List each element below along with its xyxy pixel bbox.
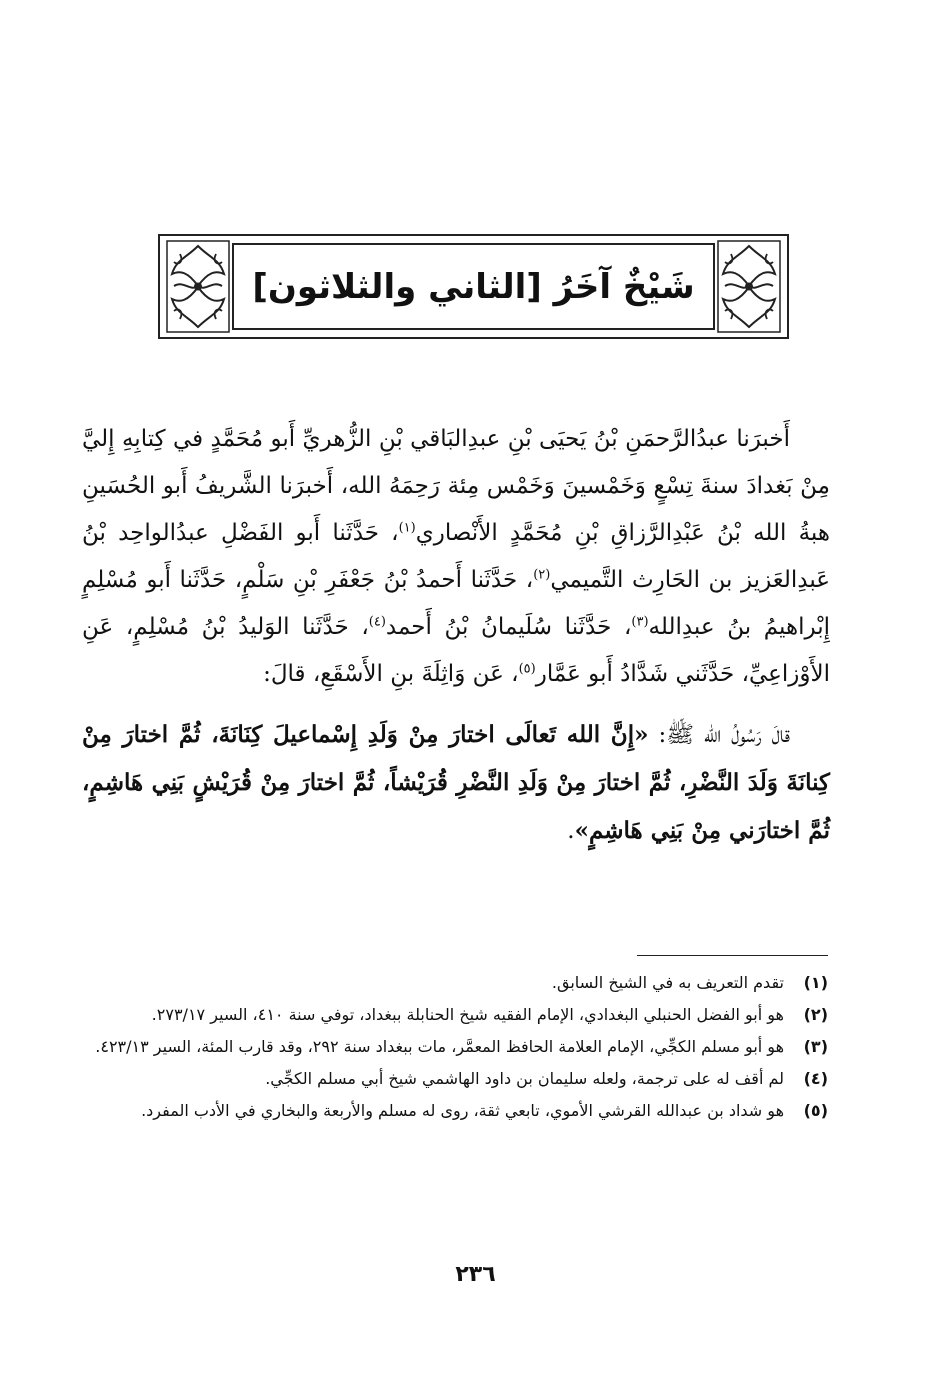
footnote-marker: (٤)	[368, 614, 386, 630]
footnote-number: (١)	[803, 973, 828, 992]
footnote-number: (٤)	[803, 1069, 828, 1088]
isnad-text: ، حَدَّثَنا أَحمدُ بْنُ جَعْفَرِ بْنِ سَلْمٍ، حَدَّثَنا أَبو مُسْلِمٍ إِبْراهيمُ بنُ عبدِالله	[82, 567, 830, 640]
footnote-number: (٥)	[803, 1101, 828, 1120]
footnote-marker: (٣)	[631, 614, 649, 630]
isnad-text: ، حَدَّثَنا أَبو الفَضْلِ عبدُالواحِد بْنُ عَبدِالعَزيز بن الحَارِث التَّميمي	[82, 520, 830, 593]
isnad-paragraph	[82, 416, 830, 698]
chapter-heading-frame	[158, 234, 789, 339]
isnad-text: ، حَدَّثَنا سُلَيمانُ بْنُ أَحمد	[385, 614, 632, 640]
main-text	[82, 416, 830, 855]
isnad-text: أَخبرَنا عبدُالرَّحمَنِ بْنُ يَحيَى بْنِ عبدِالبَاقي بْنِ الزُّهريِّ أَبو مُحَمَّدٍ في كِتابِهِ إِليَّ مِنْ بَغدادَ سنةَ تِسْعٍ وَخَمْسينَ وَخَمْس مِئة رَحِمَهُ الله، أَخبرَنا الشَّريفُ أَبو الحُسَينِ هبةُ الله بْنُ عَبْدِالرَّزاقِ بْنِ مُحَمَّدٍ الأَنْصاري	[82, 426, 830, 546]
hadith-end: .	[567, 818, 575, 844]
footnote-text: هو أبو الفضل الحنبلي البغدادي، الإمام الفقيه شيخ الحنابلة ببغداد، توفي سنة ٤١٠، السير ٢٧٣/١٧.	[151, 1005, 784, 1024]
footnote-text: تقدم التعريف به في الشيخ السابق.	[551, 973, 784, 992]
footnote-number: (٢)	[803, 1005, 828, 1024]
footnote	[90, 1000, 828, 1029]
footnote	[90, 968, 828, 997]
isnad-text: ، عَن وَاثِلَةَ بنِ الأَسْقَعِ، قالَ:	[263, 661, 519, 687]
floral-ornament-icon	[717, 240, 781, 333]
chapter-heading-inner-frame	[232, 243, 715, 330]
footnote-marker: (٢)	[533, 567, 551, 583]
footnote-divider	[637, 955, 828, 956]
footnote-text: هو شداد بن عبدالله القرشي الأموي، تابعي ثقة، روى له مسلم والأربعة والبخاري في الأدب المفرد.	[141, 1101, 784, 1120]
hadith-text: «إِنَّ الله تَعالَى اختارَ مِنْ وَلَدِ إِسْماعيلَ كِنَانَةَ، ثُمَّ اختارَ مِنْ كِنانَةَ وَلَدَ النَّضْرِ، ثُمَّ اختارَ مِنْ وَلَدِ النَّضْرِ قُرَيْشاً، ثُمَّ اختارَ مِنْ قُرَيْشٍ بَنِي هَاشِمٍ، ثُمَّ اختارَني مِنْ بَنِي هَاشِمٍ»	[82, 721, 830, 844]
hadith-intro: قالَ رَسُولُ الله ﷺ:	[648, 722, 790, 748]
chapter-title: شَيْخٌ آخَرُ [الثاني والثلاثون]	[252, 266, 695, 307]
footnote	[90, 1032, 828, 1061]
footnote-text: لم أقف له على ترجمة، ولعله سليمان بن داود الهاشمي شيخ أبي مسلم الكجِّي.	[265, 1069, 784, 1088]
footnotes	[90, 968, 828, 1128]
floral-ornament-icon	[166, 240, 230, 333]
footnote-text: هو أبو مسلم الكجِّي، الإمام العلامة الحافظ المعمَّر، مات ببغداد سنة ٢٩٢، وقد قارب المئة، السير ٤٢٣/١٣.	[95, 1037, 784, 1056]
footnote-number: (٣)	[803, 1037, 828, 1056]
isnad-text: ، حَدَّثَنا الوَليدُ بْنُ مُسْلِمٍ، عَنِ الأَوْزاعِيِّ، حَدَّثَني شَدَّادُ أَبو عَمَّار	[82, 614, 830, 687]
footnote	[90, 1096, 828, 1125]
hadith-paragraph	[82, 711, 830, 855]
footnote	[90, 1064, 828, 1093]
page-number: ٢٣٦	[455, 1262, 496, 1287]
footnote-marker: (٥)	[518, 661, 536, 677]
footnote-marker: (١)	[398, 520, 416, 536]
